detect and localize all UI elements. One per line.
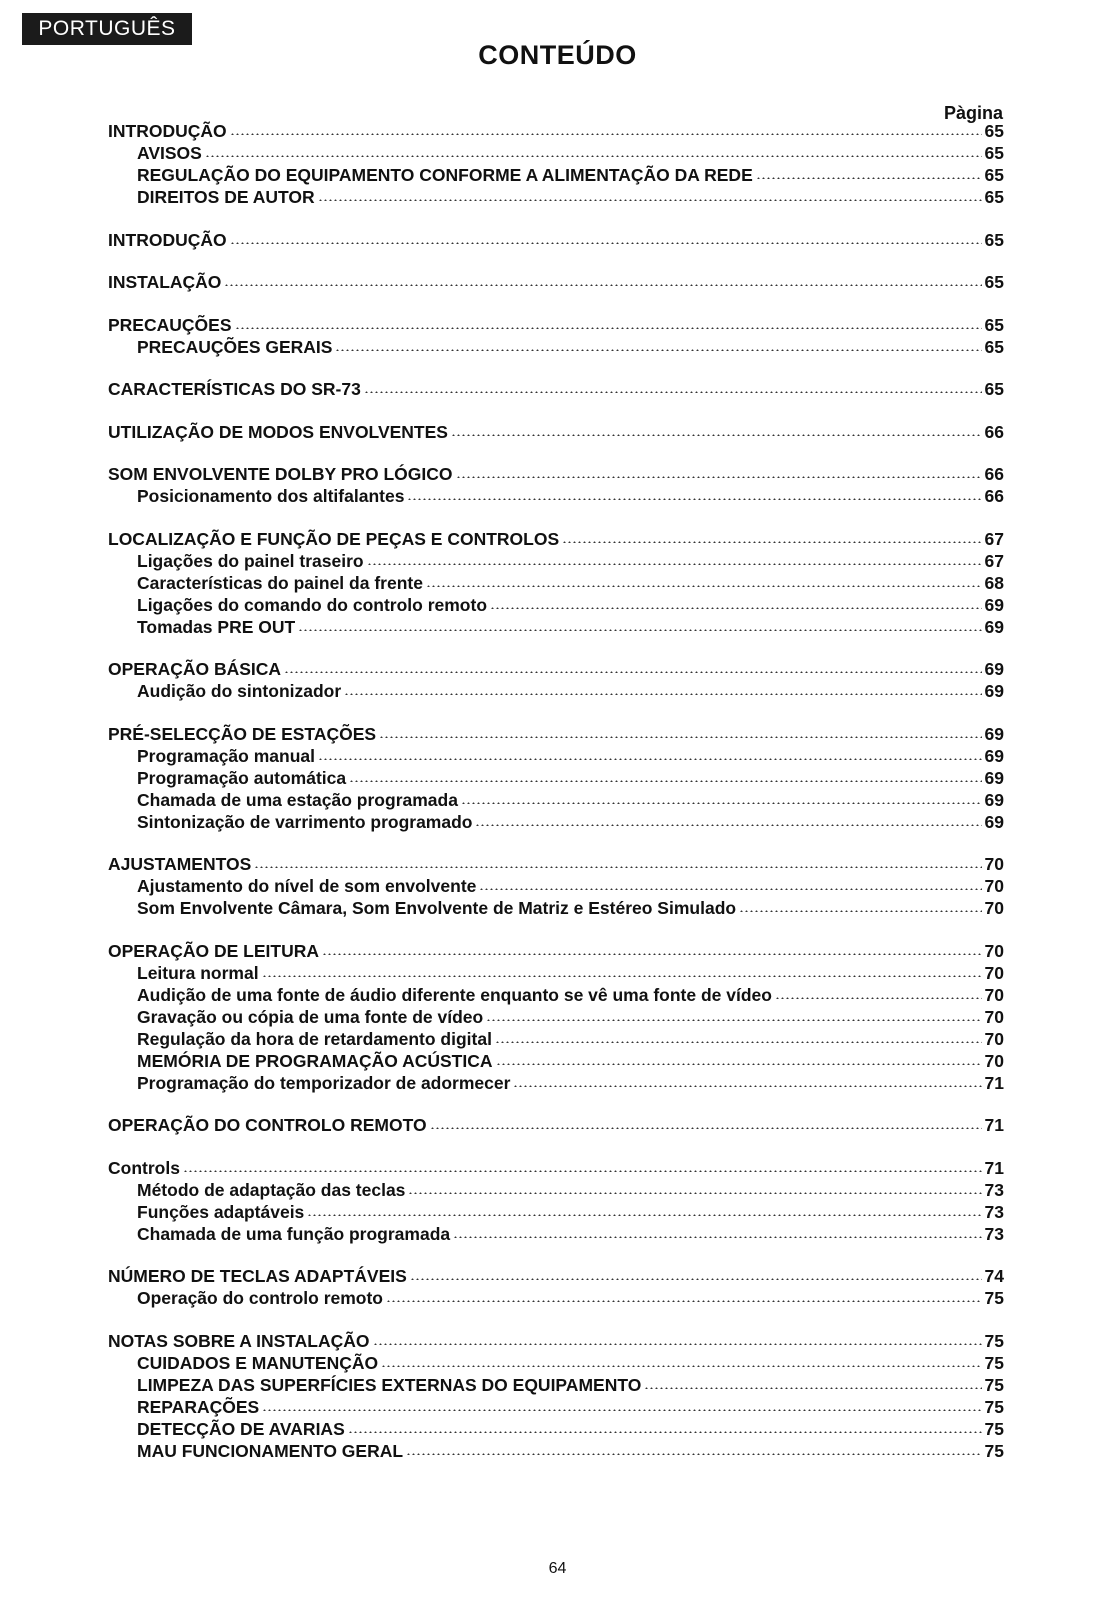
- dot-leader: [318, 199, 982, 201]
- toc-subentry[interactable]: [108, 551, 1004, 573]
- dot-leader: [349, 780, 981, 782]
- toc-entry-title: NOTAS SOBRE A INSTALAÇÃO: [108, 1330, 370, 1351]
- toc-entry-title: AVISOS: [137, 143, 202, 163]
- toc-entry-page: 70: [984, 854, 1004, 874]
- toc-entry-page: 66: [984, 421, 1004, 442]
- toc-subentry[interactable]: [108, 1288, 1004, 1310]
- toc-entry-title: OPERAÇÃO DE LEITURA: [108, 940, 319, 961]
- toc-entry-title: Leitura normal: [137, 962, 259, 983]
- page-number: 64: [548, 1560, 567, 1577]
- toc-subentry[interactable]: [108, 143, 1004, 165]
- toc-entry[interactable]: [108, 1158, 1004, 1180]
- dot-leader: [496, 1063, 982, 1065]
- dot-leader: [562, 541, 981, 543]
- toc-entry-title: DIREITOS DE AUTOR: [137, 187, 315, 207]
- dot-leader: [461, 802, 982, 804]
- dot-leader: [230, 242, 982, 244]
- dot-leader: [254, 866, 981, 868]
- toc-entry-page: 69: [984, 767, 1004, 788]
- toc-entry-title: Chamada de uma função programada: [137, 1223, 451, 1244]
- toc-entry[interactable]: [108, 724, 1004, 746]
- dot-leader: [284, 671, 981, 673]
- toc-subentry[interactable]: [108, 1029, 1004, 1051]
- toc-entry-title: Som Envolvente Câmara, Som Envolvente de Matriz e Estéreo Simulado: [137, 898, 737, 918]
- dot-leader: [307, 1214, 981, 1216]
- dot-leader: [451, 434, 982, 436]
- toc-subentry[interactable]: [108, 573, 1004, 595]
- table-of-contents: [108, 121, 1004, 1463]
- toc-entry[interactable]: [108, 854, 1004, 876]
- toc-entry-title: INTRODUÇÃO: [108, 229, 227, 250]
- toc-entry-title: MEMÓRIA DE PROGRAMAÇÃO ACÚSTICA: [137, 1050, 493, 1071]
- toc-entry-page: 69: [984, 616, 1004, 637]
- toc-subentry[interactable]: [108, 1051, 1004, 1073]
- toc-entry-title: INSTALAÇÃO: [108, 272, 222, 292]
- toc-entry-title: SOM ENVOLVENTE DOLBY PRO LÓGICO: [108, 464, 453, 484]
- dot-leader: [230, 133, 982, 135]
- toc-entry-title: LIMPEZA DAS SUPERFÍCIES EXTERNAS DO EQUIPAMENTO: [137, 1374, 642, 1395]
- page-column-header: Pàgina: [943, 103, 1003, 123]
- toc-entry[interactable]: [108, 659, 1004, 681]
- dot-leader: [513, 1085, 981, 1087]
- toc-entry-page: 69: [984, 681, 1004, 701]
- toc-entry-page: 65: [984, 336, 1004, 357]
- toc-entry-page: 65: [984, 165, 1004, 185]
- toc-entry[interactable]: [108, 315, 1004, 337]
- toc-entry-title: Funções adaptáveis: [137, 1201, 305, 1222]
- dot-leader: [364, 391, 982, 393]
- toc-subentry[interactable]: [108, 1224, 1004, 1246]
- toc-entry-page: 70: [984, 962, 1004, 983]
- dot-leader: [430, 1127, 982, 1129]
- toc-entry-page: 66: [984, 464, 1004, 484]
- dot-leader: [322, 953, 982, 955]
- dot-leader: [775, 997, 982, 999]
- toc-entry[interactable]: [108, 272, 1004, 294]
- dot-leader: [235, 327, 982, 329]
- dot-leader: [453, 1236, 981, 1238]
- dot-leader: [739, 910, 981, 912]
- toc-entry-page: 65: [984, 272, 1004, 292]
- dot-leader: [644, 1387, 981, 1389]
- toc-entry-page: 75: [984, 1440, 1004, 1461]
- toc-entry-title: Tomadas PRE OUT: [137, 616, 296, 637]
- dot-leader: [373, 1343, 982, 1345]
- toc-entry-title: Ajustamento do nível de som envolvente: [137, 876, 477, 896]
- toc-subentry[interactable]: [108, 187, 1004, 209]
- toc-entry-title: PRECAUÇÕES GERAIS: [137, 336, 333, 357]
- toc-entry[interactable]: [108, 1266, 1004, 1288]
- toc-entry[interactable]: [108, 422, 1004, 444]
- toc-entry[interactable]: [108, 529, 1004, 551]
- dot-leader: [386, 1300, 982, 1302]
- toc-subentry[interactable]: [108, 1441, 1004, 1463]
- toc-entry[interactable]: [108, 464, 1004, 486]
- toc-entry-page: 73: [984, 1201, 1004, 1222]
- toc-entry-page: 75: [984, 1418, 1004, 1439]
- dot-leader: [426, 585, 982, 587]
- toc-entry-page: 69: [984, 811, 1004, 832]
- toc-subentry[interactable]: [108, 746, 1004, 768]
- toc-entry-page: 69: [984, 723, 1004, 744]
- toc-entry-title: CUIDADOS E MANUTENÇÃO: [137, 1352, 379, 1373]
- dot-leader: [262, 1409, 981, 1411]
- toc-entry-title: PRECAUÇÕES: [108, 314, 232, 335]
- toc-entry-title: Sintonização de varrimento programado: [137, 811, 473, 832]
- toc-subentry[interactable]: [108, 1180, 1004, 1202]
- dot-leader: [205, 155, 982, 157]
- toc-entry-page: 70: [984, 1050, 1004, 1071]
- dot-leader: [486, 1019, 981, 1021]
- toc-entry-title: Ligações do comando do controlo remoto: [137, 594, 488, 615]
- toc-entry-page: 71: [984, 1072, 1004, 1093]
- toc-subentry[interactable]: [108, 617, 1004, 639]
- page-title: CONTEÚDO: [478, 40, 637, 70]
- dot-leader: [407, 498, 981, 500]
- toc-entry-title: Gravação ou cópia de uma fonte de vídeo: [137, 1006, 484, 1027]
- toc-entry-title: DETECÇÃO DE AVARIAS: [137, 1418, 345, 1439]
- toc-entry-page: 69: [984, 594, 1004, 615]
- toc-entry-title: REGULAÇÃO DO EQUIPAMENTO CONFORME A ALIMENTAÇÃO DA REDE: [137, 165, 753, 185]
- dot-leader: [344, 693, 981, 695]
- dot-leader: [410, 1278, 982, 1280]
- toc-entry-page: 65: [984, 314, 1004, 335]
- toc-entry-page: 70: [984, 1028, 1004, 1049]
- toc-entry-title: Chamada de uma estação programada: [137, 789, 458, 810]
- toc-entry-page: 65: [984, 143, 1004, 163]
- toc-entry-page: 69: [984, 745, 1004, 766]
- toc-subentry[interactable]: [108, 963, 1004, 985]
- toc-entry-title: Posicionamento dos altifalantes: [137, 486, 405, 506]
- toc-subentry[interactable]: [108, 1202, 1004, 1224]
- toc-subentry[interactable]: [108, 337, 1004, 359]
- toc-entry-title: Programação do temporizador de adormecer: [137, 1072, 511, 1093]
- toc-entry-title: OPERAÇÃO BÁSICA: [108, 659, 282, 679]
- toc-entry-page: 74: [984, 1266, 1004, 1286]
- toc-entry-title: INTRODUÇÃO: [108, 121, 227, 141]
- toc-entry-page: 73: [984, 1223, 1004, 1244]
- toc-entry-title: Programação manual: [137, 745, 315, 766]
- toc-entry[interactable]: [108, 941, 1004, 963]
- toc-entry-page: 70: [984, 876, 1004, 896]
- toc-entry-title: Regulação da hora de retardamento digital: [137, 1028, 492, 1049]
- language-tab: PORTUGUÊS: [22, 13, 192, 45]
- toc-entry-page: 65: [984, 379, 1004, 399]
- toc-subentry[interactable]: [108, 595, 1004, 617]
- dot-leader: [381, 1365, 981, 1367]
- toc-entry-title: LOCALIZAÇÃO E FUNÇÃO DE PEÇAS E CONTROLOS: [108, 528, 560, 549]
- toc-entry-title: Audição do sintonizador: [137, 681, 342, 701]
- dot-leader: [224, 284, 981, 286]
- toc-entry-title: Audição de uma fonte de áudio diferente enquanto se vê uma fonte de vídeo: [137, 984, 772, 1005]
- toc-entry[interactable]: [108, 230, 1004, 252]
- toc-subentry[interactable]: [108, 1353, 1004, 1375]
- toc-subentry[interactable]: [108, 985, 1004, 1007]
- toc-entry[interactable]: [108, 121, 1004, 143]
- toc-subentry[interactable]: [108, 812, 1004, 834]
- toc-subentry[interactable]: [108, 790, 1004, 812]
- dot-leader: [262, 975, 982, 977]
- toc-entry-page: 70: [984, 898, 1004, 918]
- dot-leader: [756, 177, 982, 179]
- toc-entry[interactable]: [108, 379, 1004, 401]
- dot-leader: [335, 349, 981, 351]
- dot-leader: [456, 476, 982, 478]
- toc-entry-title: NÚMERO DE TECLAS ADAPTÁVEIS: [108, 1266, 407, 1286]
- toc-entry-page: 75: [984, 1330, 1004, 1351]
- dot-leader: [495, 1041, 982, 1043]
- toc-entry-title: REPARAÇÕES: [137, 1396, 260, 1417]
- toc-entry[interactable]: [108, 1115, 1004, 1137]
- toc-entry-title: MAU FUNCIONAMENTO GERAL: [137, 1440, 404, 1461]
- toc-entry-title: Características do painel da frente: [137, 572, 423, 593]
- toc-entry-title: PRÉ-SELECÇÃO DE ESTAÇÕES: [108, 723, 377, 744]
- toc-subentry[interactable]: [108, 898, 1004, 920]
- dot-leader: [406, 1453, 981, 1455]
- toc-entry[interactable]: [108, 1331, 1004, 1353]
- toc-entry-page: 68: [984, 572, 1004, 593]
- toc-entry-page: 71: [984, 1115, 1004, 1135]
- toc-entry-title: Operação do controlo remoto: [137, 1288, 383, 1308]
- toc-entry-page: 70: [984, 940, 1004, 961]
- dot-leader: [318, 758, 982, 760]
- toc-entry-title: Método de adaptação das teclas: [137, 1179, 406, 1200]
- toc-subentry[interactable]: [108, 1007, 1004, 1029]
- toc-subentry[interactable]: [108, 1375, 1004, 1397]
- toc-entry-page: 75: [984, 1396, 1004, 1417]
- toc-entry-page: 75: [984, 1288, 1004, 1308]
- toc-subentry[interactable]: [108, 1073, 1004, 1095]
- toc-entry-page: 70: [984, 984, 1004, 1005]
- dot-leader: [367, 563, 982, 565]
- toc-entry-page: 69: [984, 659, 1004, 679]
- toc-entry-title: OPERAÇÃO DO CONTROLO REMOTO: [108, 1115, 427, 1135]
- dot-leader: [475, 824, 981, 826]
- toc-entry-title: UTILIZAÇÃO DE MODOS ENVOLVENTES: [108, 421, 448, 442]
- dot-leader: [408, 1192, 981, 1194]
- toc-subentry[interactable]: [108, 768, 1004, 790]
- toc-entry-title: Ligações do painel traseiro: [137, 550, 364, 571]
- toc-entry-page: 65: [984, 187, 1004, 207]
- toc-entry-page: 73: [984, 1179, 1004, 1200]
- toc-entry-page: 69: [984, 789, 1004, 810]
- toc-entry-page: 75: [984, 1352, 1004, 1373]
- dot-leader: [490, 607, 982, 609]
- toc-subentry[interactable]: [108, 1419, 1004, 1441]
- toc-entry-page: 67: [984, 550, 1004, 571]
- toc-entry-page: 70: [984, 1006, 1004, 1027]
- toc-entry-page: 71: [984, 1157, 1004, 1178]
- toc-entry-page: 75: [984, 1374, 1004, 1395]
- dot-leader: [479, 888, 981, 890]
- dot-leader: [379, 736, 981, 738]
- toc-subentry[interactable]: [108, 1397, 1004, 1419]
- dot-leader: [298, 629, 981, 631]
- toc-entry-page: 67: [984, 528, 1004, 549]
- toc-entry-title: AJUSTAMENTOS: [108, 854, 252, 874]
- toc-entry-title: Programação automática: [137, 767, 347, 788]
- toc-entry-title: CARACTERÍSTICAS DO SR-73: [108, 379, 361, 399]
- toc-entry-page: 65: [984, 229, 1004, 250]
- toc-entry-page: 66: [984, 486, 1004, 506]
- toc-entry-title: Controls: [108, 1157, 180, 1178]
- toc-subentry[interactable]: [108, 681, 1004, 703]
- dot-leader: [183, 1170, 982, 1172]
- dot-leader: [348, 1431, 982, 1433]
- toc-subentry[interactable]: [108, 876, 1004, 898]
- toc-subentry[interactable]: [108, 486, 1004, 508]
- toc-subentry[interactable]: [108, 165, 1004, 187]
- toc-entry-page: 65: [984, 121, 1004, 141]
